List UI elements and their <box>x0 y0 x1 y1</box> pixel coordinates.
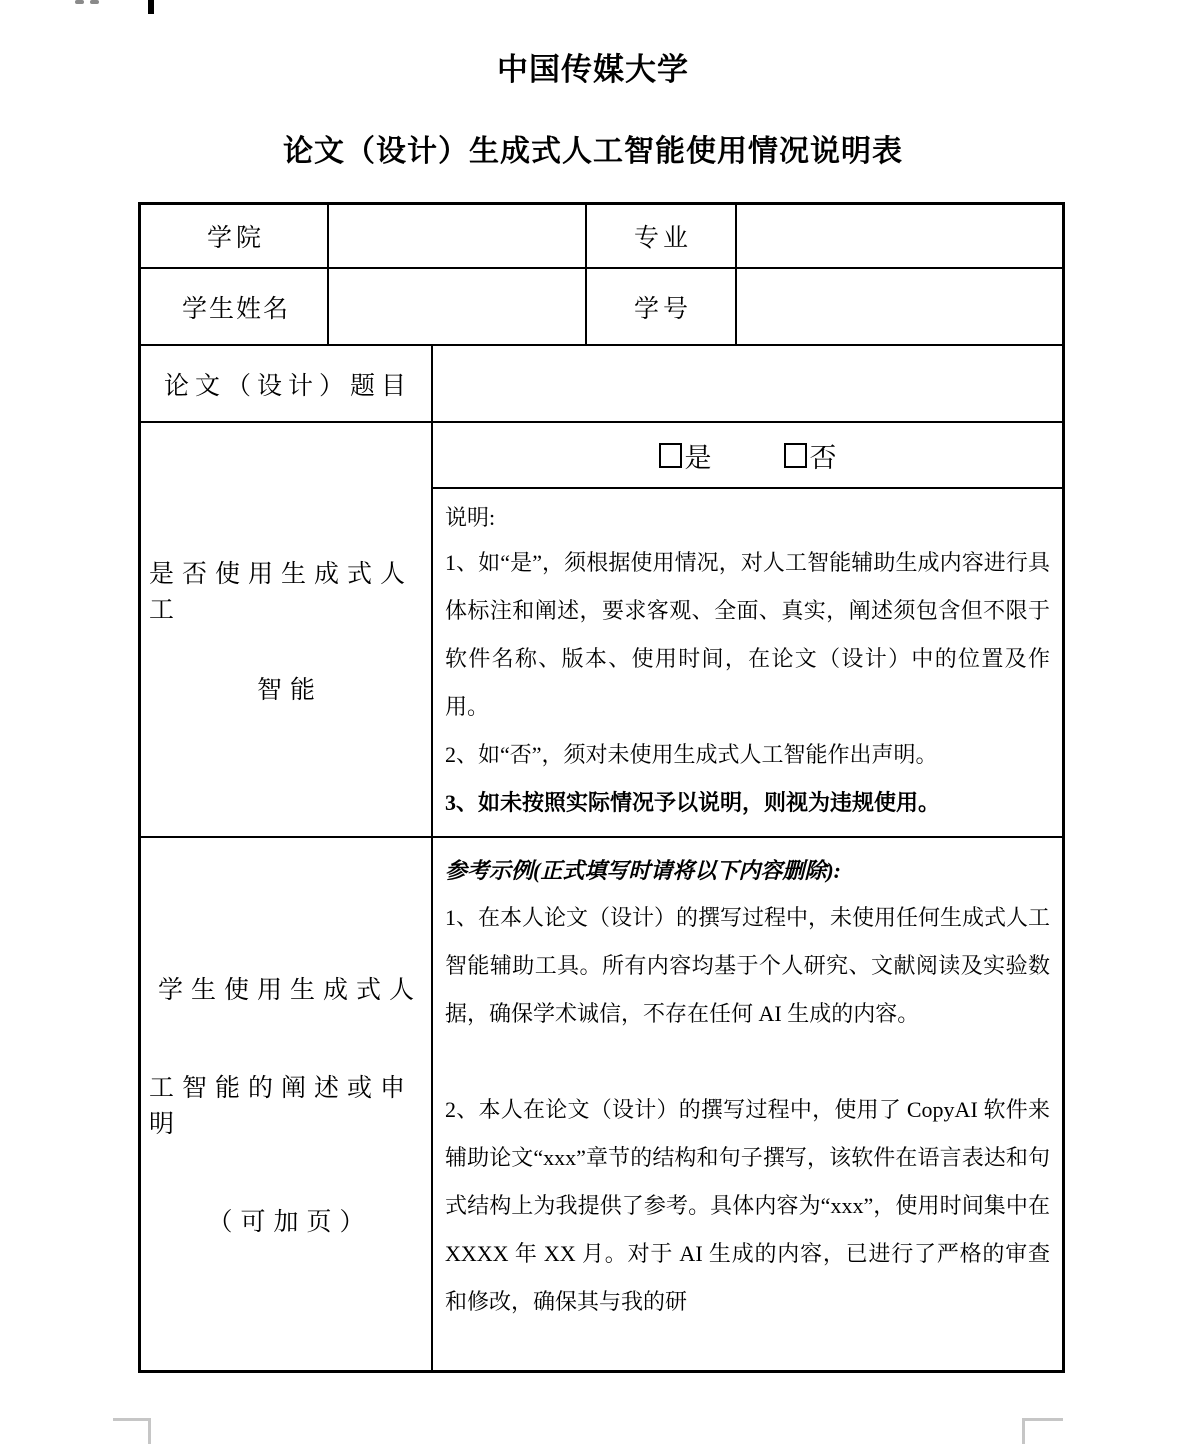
next-page-corner-mark-left <box>113 1418 151 1421</box>
statement-label-line: 学生使用生成式人 <box>157 977 422 1004</box>
example-heading-prefix: 参考示例 <box>445 858 534 883</box>
form-table <box>138 202 1065 1373</box>
example-paragraph-1: 1、在本人论文（设计）的撰写过程中，未使用任何生成式人工智能辅助工具。所有内容均基于个人研究、文献阅读及实验数据，确保学术诚信，不存在任何 AI 生成的内容。 <box>445 905 1051 1026</box>
college-value-cell[interactable] <box>329 205 587 267</box>
statement-right-area <box>433 838 1062 1370</box>
table-row-thesis-title <box>141 346 1062 423</box>
checkbox-no[interactable] <box>784 436 837 475</box>
next-page-corner-mark-left <box>148 1418 151 1444</box>
note-item-1: 1、如“是”，须根据使用情况，对人工智能辅助生成内容进行具体标注和阐述，要求客观、全面、真实，阐述须包含但不限于软件名称、版本、使用时间，在论文（设计）中的位置及作用。 <box>445 550 1050 719</box>
example-paragraph-2: 2、本人在论文（设计）的撰写过程中，使用了 CopyAI 软件来辅助论文“xxx”章节的结构和句子撰写，该软件在语言表达和句式结构上为我提供了参考。具体内容为“xxx”，使用时间集中在 XXXX 年 XX 月。对于 AI 生成的内容，已进行了严格的审查和修改，确保其与我的研 <box>445 1097 1050 1314</box>
statement-examples[interactable] <box>433 838 1062 1370</box>
student-id-value-cell[interactable] <box>737 269 1062 344</box>
student-name-label: 学生姓名 <box>141 269 329 344</box>
page-top-artifact-dot <box>75 0 84 4</box>
table-row-college-major <box>141 205 1062 269</box>
table-row-statement <box>141 838 1062 1370</box>
checkbox-no-label: 否 <box>809 442 837 473</box>
text-cursor-artifact <box>148 0 154 14</box>
statement-label-line: 工智能的阐述或申明 <box>149 1075 414 1138</box>
university-title: 中国传媒大学 <box>497 52 689 87</box>
student-id-label: 学号 <box>587 269 737 344</box>
checkbox-yes[interactable] <box>659 436 712 475</box>
notes-heading: 说明: <box>445 505 496 530</box>
checkbox-yes-label: 是 <box>684 442 712 473</box>
checkbox-no-box[interactable] <box>784 443 807 468</box>
table-row-name-id <box>141 269 1062 346</box>
major-label: 专业 <box>587 205 737 267</box>
checkbox-yes-box[interactable] <box>659 443 682 468</box>
thesis-title-label: 论文（设计）题目 <box>141 346 433 421</box>
next-page-corner-mark-right <box>1022 1418 1025 1444</box>
college-label: 学院 <box>141 205 329 267</box>
thesis-title-value-cell[interactable] <box>433 346 1062 421</box>
note-item-3: 3、如未按照实际情况予以说明，则视为违规使用。 <box>445 790 941 815</box>
next-page-corner-mark-right <box>1022 1418 1063 1421</box>
table-row-ai-used <box>141 423 1062 838</box>
ai-used-label <box>141 423 433 836</box>
note-item-2: 2、如“否”，须对未使用生成式人工智能作出声明。 <box>445 742 938 767</box>
ai-used-notes <box>433 489 1062 836</box>
example-heading-paren: (正式填写时请将以下内容删除): <box>533 858 841 883</box>
example-heading <box>445 848 1050 894</box>
ai-used-label-line: 智能 <box>256 676 323 704</box>
student-name-value-cell[interactable] <box>329 269 587 344</box>
ai-used-checkbox-row <box>433 423 1062 489</box>
statement-label-line: （可加页） <box>207 1209 373 1236</box>
page-top-artifact-dot <box>90 0 99 4</box>
ai-used-label-line: 是否使用生成式人工 <box>149 560 414 624</box>
form-title: 论文（设计）生成式人工智能使用情况说明表 <box>283 135 903 168</box>
major-value-cell[interactable] <box>737 205 1062 267</box>
ai-used-right-area <box>433 423 1062 836</box>
statement-label <box>141 838 433 1370</box>
